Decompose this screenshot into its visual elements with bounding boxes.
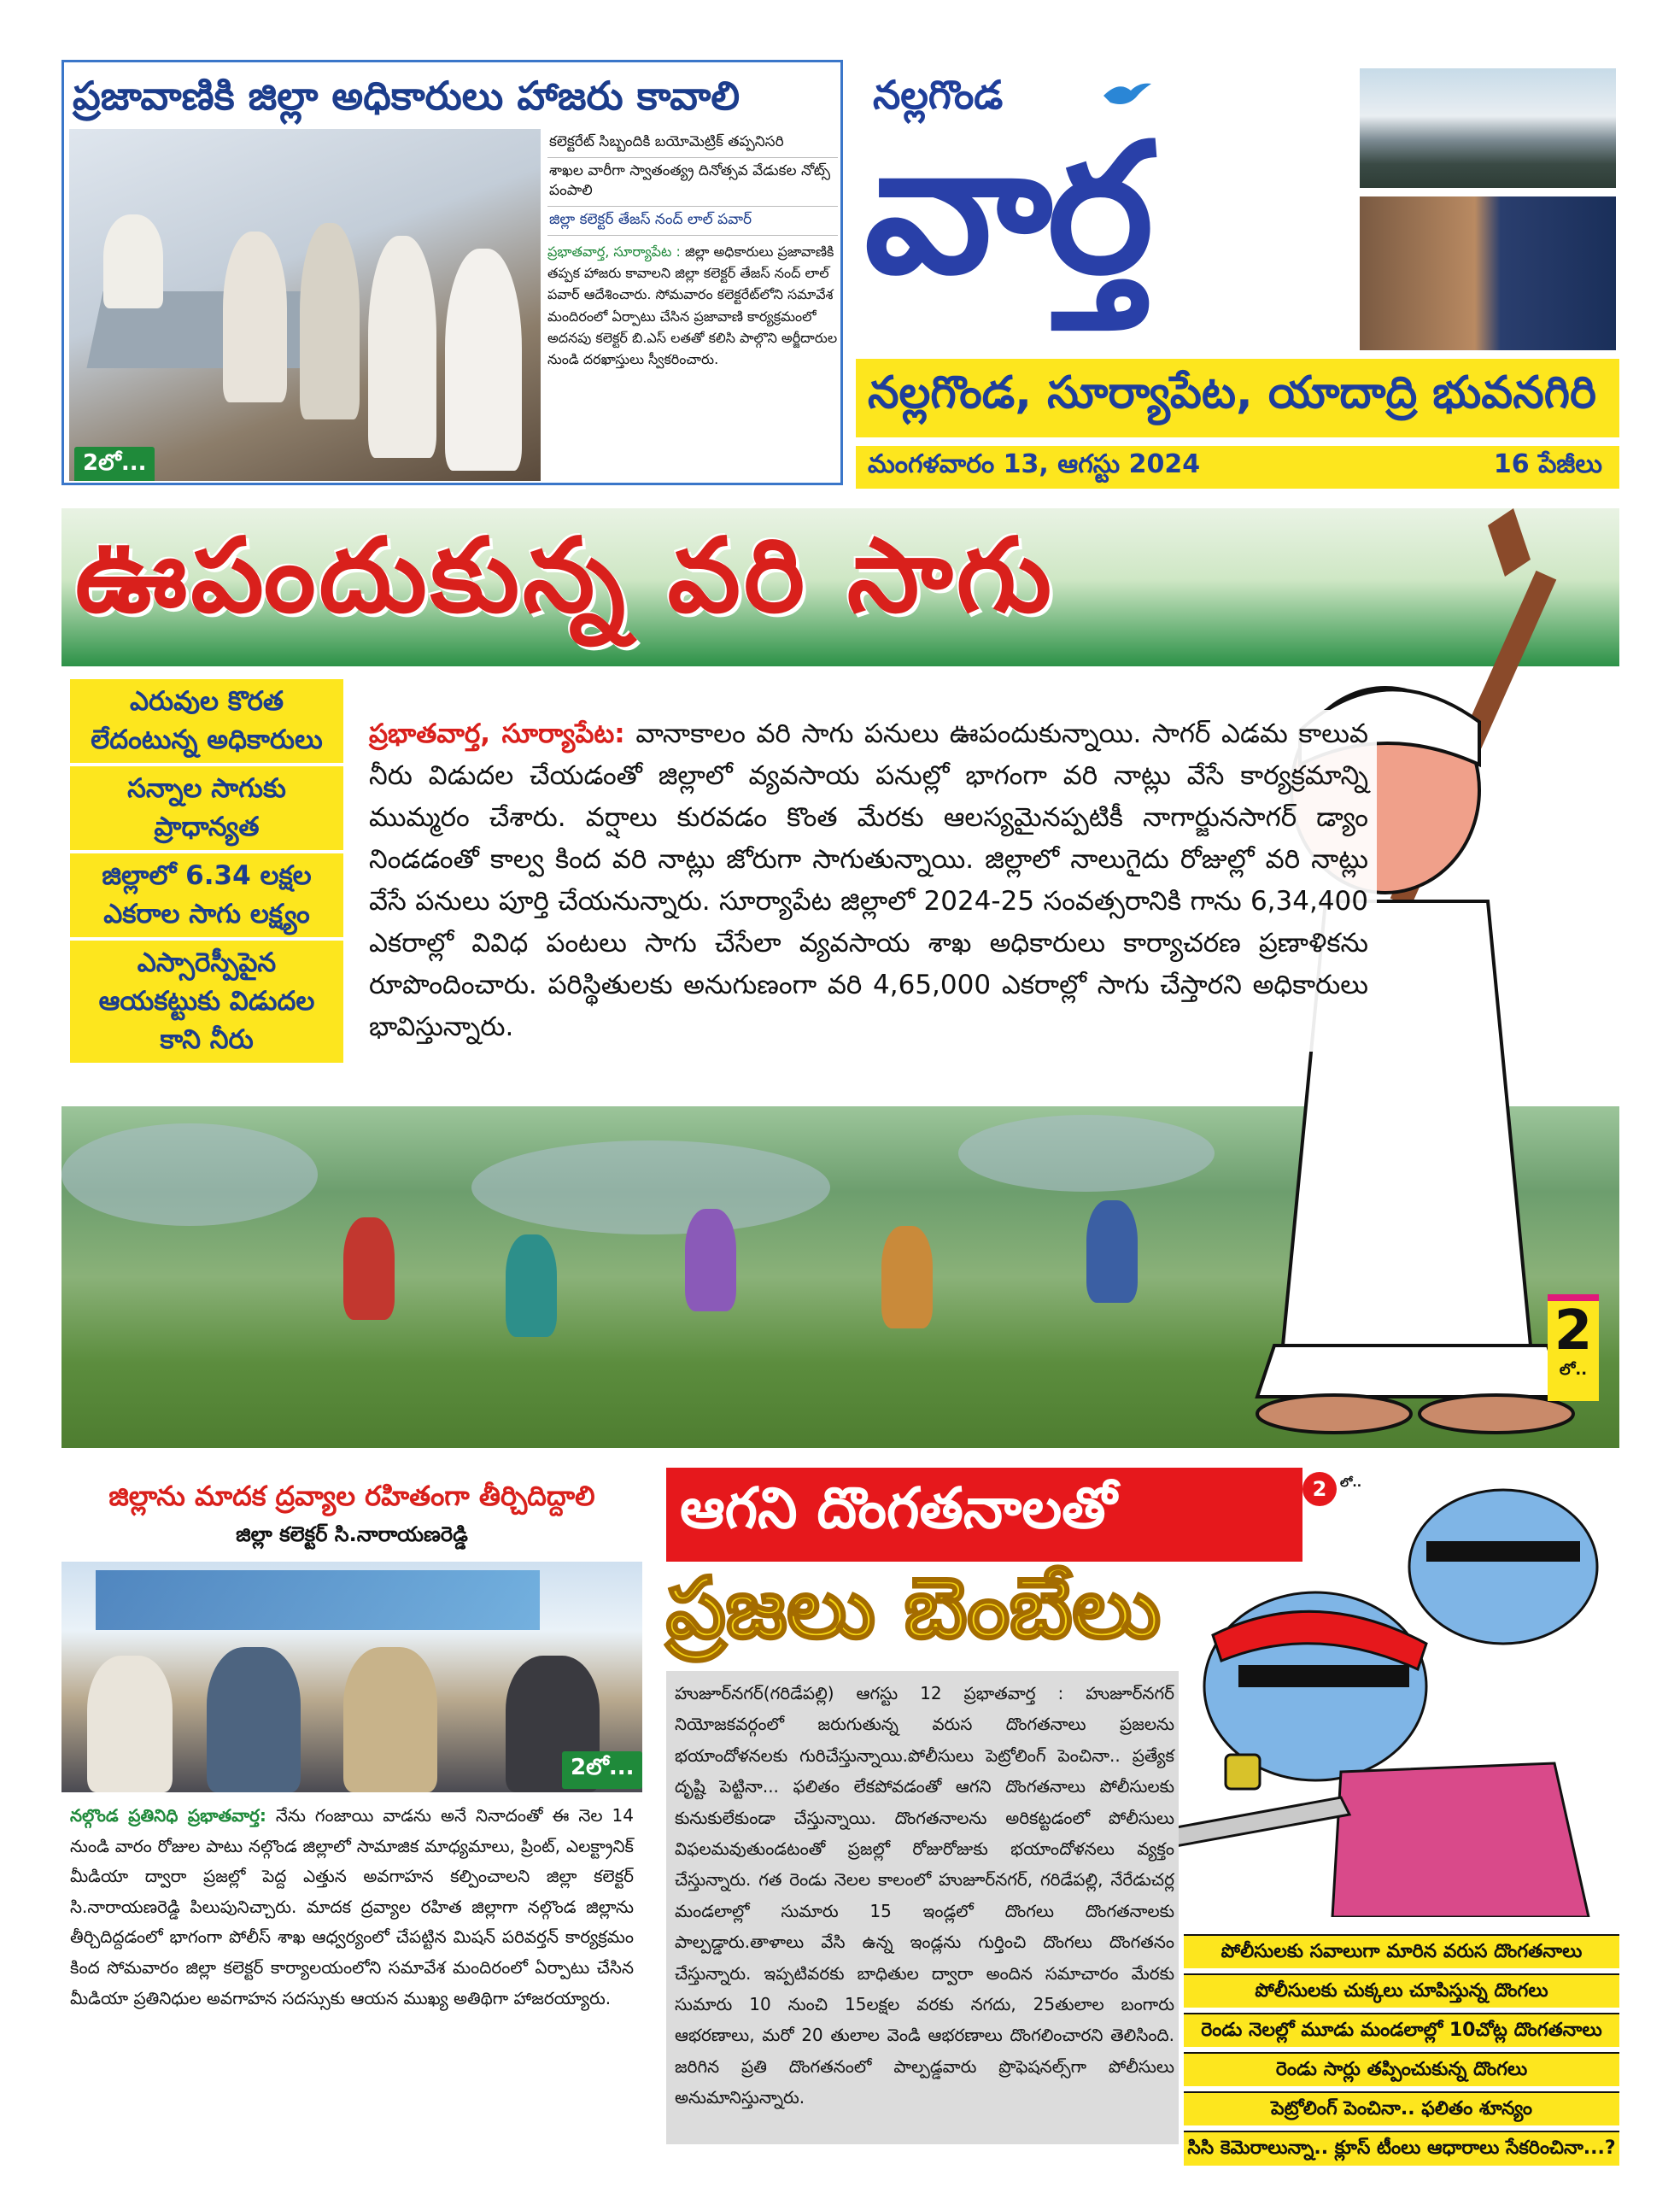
theft-kicker: రెండు సార్లు తప్పించుకున్న దొంగలు [1184, 2052, 1619, 2086]
continued-badge-word: లో.. [1340, 1476, 1362, 1490]
masthead [856, 60, 1619, 485]
main-story-byline: ప్రభాతవార్త, సూర్యాపేట: [369, 718, 625, 749]
theft-kicker: పెట్రోలింగ్ పెంచినా.. ఫలితం శూన్యం [1184, 2091, 1619, 2125]
theft-headline-bottom: ప్రజలు బెంబేలు [666, 1560, 1161, 1657]
kicker-box: సన్నాల సాగుకు ప్రాధాన్యత [70, 766, 343, 850]
theft-story [666, 1468, 1619, 2160]
drug-story-headline: జిల్లాను మాదక ద్రవ్యాల రహితంగా తీర్చిదిద్దాలి [108, 1480, 595, 1512]
continued-page-word: లో.. [1559, 1361, 1588, 1380]
continued-badge-number: 2 [1302, 1472, 1337, 1506]
top-story-subhead: కలెక్టరేట్ సిబ్బందికి బయోమెట్రిక్ తప్పనిసరి [547, 129, 838, 158]
farm-worker [506, 1234, 557, 1337]
continued-page-marker [1548, 1294, 1599, 1401]
photo-person [103, 214, 163, 308]
theft-kicker: రెండు నెలల్లో మూడు మండలాల్లో 10చోట్ల దొంగతనాలు [1184, 2013, 1619, 2047]
drug-story-subhead: జిల్లా కలెక్టర్ సి.నారాయణరెడ్డి [236, 1522, 468, 1546]
photo-person [300, 223, 360, 419]
top-story-byline: ప్రభాతవార్త, సూర్యాపేట : [547, 243, 681, 260]
masthead-city: నల్లగొండ [873, 72, 1004, 118]
farm-worker [343, 1217, 395, 1320]
masthead-districts: నల్లగొండ, సూర్యాపేట, యాదాద్రి భువనగిరి [856, 359, 1619, 437]
top-story-headline: ప్రజావాణికి జిల్లా అధికారులు హాజరు కావాలి [73, 73, 740, 119]
main-story [61, 508, 1619, 1448]
theft-kicker: పోలీసులకు సవాలుగా మారిన వరుస దొంగతనాలు [1184, 1934, 1619, 1968]
continued-page-number: 2 [1554, 1299, 1593, 1363]
photo-banner [96, 1570, 540, 1630]
drug-story-text: నేను గంజాయి వాడను అనే నినాదంతో ఈ నెల 14 నుండి వారం రోజుల పాటు నల్గొండ జిల్లాలో సామాజిక మాధ్యమాలు, ప్రింట్, ఎలక్ట్రానిక్ మీడియా ద్వారా ప్రజల్లో పెద్ద ఎత్తున అవగాహన కల్పించాలని జిల్లా కలెక్టర్ సి.నారాయణరెడ్డి పిలుపునిచ్చారు. మాదక ద్రవ్యాల రహిత జిల్లాగా నల్గొండ జిల్లాను తీర్చిదిద్దడంలో భాగంగా పోలీస్ శాఖ ఆధ్వర్యంలో చేపట్టిన మిషన్ పరివర్తన్ కార్యక్రమం కింద సోమవారం జిల్లా కలెక్టర్ కార్యాలయంలోని సమావేశ మందిరంలో ఏర్పాటు చేసిన మీడియా ప్రతినిధుల అవగాహన సదస్సుకు ఆయన ముఖ్య అతిథిగా హాజరయ్యారు. [70, 1805, 634, 2008]
farm-worker [881, 1226, 933, 1328]
masthead-temple-photo [1360, 196, 1616, 350]
drug-story-photo [61, 1562, 642, 1792]
photo-person [368, 236, 436, 458]
continued-tag: 2లో... [74, 447, 155, 481]
main-story-body [360, 710, 1377, 1052]
masthead-dam-photo [1360, 68, 1616, 188]
photo-person [223, 232, 287, 402]
theft-headline-top: ఆగని దొంగతనాలతో [666, 1468, 1302, 1562]
top-story-photo [69, 129, 541, 481]
theft-kicker: పోలీసులకు చుక్కలు చూపిస్తున్న దొంగలు [1184, 1973, 1619, 2008]
kicker-box: ఎస్సారెస్పీపైన ఆయకట్టుకు విడుదల కాని నీరు [70, 941, 343, 1063]
photo-person [343, 1647, 437, 1792]
drug-story-body [70, 1801, 634, 2014]
main-story-text: వానాకాలం వరి సాగు పనులు ఊపందుకున్నాయి. సాగర్ ఎడమ కాలువ నీరు విడుదల చేయడంతో జిల్లాలో వ్యవసాయ పనుల్లో భాగంగా వరి నాట్లు వేసే కార్యక్రమాన్ని ముమ్మరం చేశారు. వర్షాలు కురవడం కొంత మేరకు ఆలస్యమైనప్పటికీ నాగార్జునసాగర్ డ్యాం నిండడంతో కాల్వ కింద వరి నాట్లు జోరుగా సాగుతున్నాయి. జిల్లాలో నాలుగైదు రోజుల్లో వరి నాట్లు వేసే పనులు పూర్తి చేయనున్నారు. సూర్యాపేట జిల్లాలో 2024-25 సంవత్సరానికి గాను 6,34,400 ఎకరాల్లో వివిధ పంటలు సాగు చేసేలా వ్యవసాయ శాఖ అధికారులు కార్యాచరణ ప్రణాళికను రూపొందించారు. పరిస్థితులకు అనుగుణంగా వరి 4,65,000 ఎకరాల్లో సాగు చేస్తారని అధికారులు భావిస్తున్నారు. [369, 718, 1369, 1042]
top-story-subhead: జిల్లా కలెక్టర్ తేజస్ నంద్ లాల్ పవార్ [547, 207, 838, 236]
kicker-box: ఎరువుల కొరత లేదంటున్న అధికారులు [70, 679, 343, 763]
photo-person [87, 1656, 173, 1792]
kicker-box: జిల్లాలో 6.34 లక్షల ఎకరాల సాగు లక్ష్యం [70, 853, 343, 937]
main-headline: ఊపందుకున్న వరి సాగు [75, 517, 1056, 636]
top-story-body [547, 236, 838, 371]
photo-person [207, 1647, 301, 1792]
theft-kicker: సిసి కెమెరాలున్నా.. క్లూస్ టీంలు ఆధారాలు సేకరించినా...? [1184, 2131, 1619, 2165]
photo-person [445, 249, 522, 471]
theft-kickers [1184, 1934, 1619, 2171]
top-story-subhead: శాఖల వారీగా స్వాతంత్య్ర దినోత్సవ వేడుకల నోట్స్ పంపాలి [547, 158, 838, 207]
field-water [61, 1123, 318, 1226]
masthead-title: వార్త [864, 104, 1149, 314]
page-count: 16 పేజీలు [1493, 449, 1602, 479]
farm-worker [685, 1209, 736, 1311]
field-water [958, 1115, 1215, 1192]
continued-tag: 2లో... [562, 1751, 642, 1789]
top-story-side [547, 129, 838, 370]
farm-worker [1086, 1200, 1138, 1303]
issue-date: మంగళవారం 13, ఆగస్టు 2024 [868, 449, 1201, 479]
drug-story-byline: నల్గొండ ప్రతినిధి ప్రభాతవార్త: [70, 1805, 266, 1826]
top-story-text: జిల్లా అధికారులు ప్రజావాణికి తప్పక హాజరు కావాలని జిల్లా కలెక్టర్ తేజస్ నంద్ లాల్ పవార్ ఆదేశించారు. సోమవారం కలెక్టరేట్‌లోని సమావేశ మందిరంలో ఏర్పాటు చేసిన ప్రజావాణి కార్యక్రమంలో అదనపు కలెక్టర్ బి.ఎస్ లతతో కలిసి పాల్గొని అర్జీదారుల నుండి దరఖాస్తులు స్వీకరించారు. [547, 243, 838, 368]
masthead-date-bar [856, 446, 1619, 489]
field-water [471, 1140, 830, 1234]
drug-free-story [61, 1469, 642, 2144]
top-news-box [61, 60, 843, 485]
theft-story-body: హుజూర్‌నగర్(గరిడేపల్లి) ఆగస్టు 12 ప్రభాతవార్త : హుజూర్‌నగర్ నియోజకవర్గంలో జరుగుతున్న వరుస దొంగతనాలు ప్రజలను భయాందోళనలకు గురిచేస్తున్నాయి.పోలీసులు పెట్రోలింగ్ పెంచినా.. ప్రత్యేక దృష్టి పెట్టినా... ఫలితం లేకపోవడంతో ఆగని దొంగతనాలు పోలీసులకు కునుకులేకుండా చేస్తున్నాయి. దొంగతనాలను అరికట్టడంలో పోలీసులు విఫలమవుతుండటంతో ప్రజల్లో రోజురోజుకు భయాందోళనలు వ్యక్తం చేస్తున్నారు. గత రెండు నెలల కాలంలో హుజూర్‌నగర్, గరిడేపల్లి, నేరేడుచర్ల మండలాల్లో సుమారు 15 ఇండ్లలో దొంగలు దొంగతనాలకు పాల్పడ్డారు.తాళాలు వేసి ఉన్న ఇండ్లను గుర్తించి దొంగలు దొంగతనం చేస్తున్నారు. ఇప్పటివరకు బాధితుల ద్వారా అందిన సమాచారం మేరకు సుమారు 10 నుంచి 15లక్షల వరకు నగదు, 25తులాల బంగారు ఆభరణాలు, మరో 20 తులాల వెండి ఆభరణాలు దొంగలించారని తెలిసింది. జరిగిన ప్రతి దొంగతనంలో పాల్పడ్డవారు ప్రొఫెషనల్స్‌గా పోలీసులు అనుమానిస్తున్నారు. [675, 1683, 1174, 2108]
